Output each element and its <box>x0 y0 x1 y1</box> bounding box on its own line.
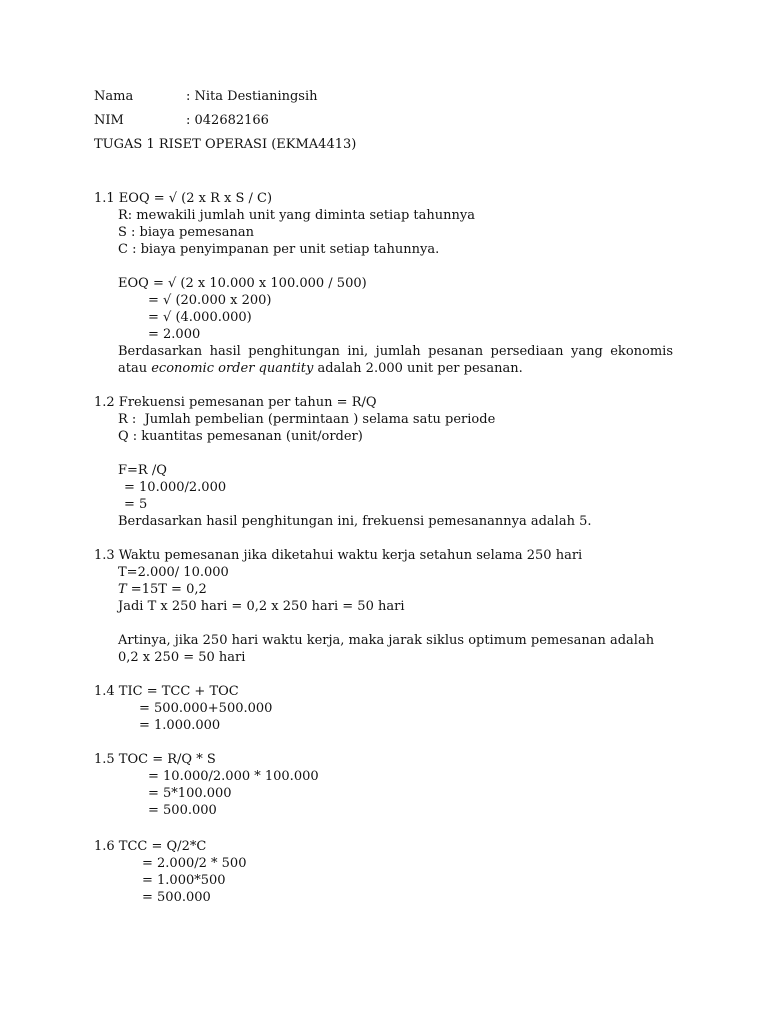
s15-calc3: = 500.000 <box>148 803 217 818</box>
s16-calc3: = 500.000 <box>142 890 211 905</box>
s11-calc1: EOQ = √ (2 x 10.000 x 100.000 / 500) <box>118 276 367 291</box>
s14-calc2: = 1.000.000 <box>139 718 221 733</box>
s11-conclusion-line2: atau economic order quantity adalah 2.000 unit per pesanan. <box>118 361 523 376</box>
s12-calc3: = 5 <box>124 497 148 512</box>
s13-conclusion1: Artinya, jika 250 hari waktu kerja, maka jarak siklus optimum pemesanan adalah <box>118 633 655 648</box>
s11-def-s: S : biaya pemesanan <box>118 225 254 240</box>
s11-calc4: = 2.000 <box>148 327 201 342</box>
s14-formula: 1.4 TIC = TCC + TOC <box>94 684 239 699</box>
s11-def-c: C : biaya penyimpanan per unit setiap tahunnya. <box>118 242 440 257</box>
s13-calc2: T =15T = 0,2 <box>118 582 207 597</box>
s12-formula: 1.2 Frekuensi pemesanan per tahun = R/Q <box>94 395 377 410</box>
s13-heading: 1.3 Waktu pemesanan jika diketahui waktu kerja setahun selama 250 hari <box>94 548 583 563</box>
s13-calc3: Jadi T x 250 hari = 0,2 x 250 hari = 50 hari <box>118 599 405 614</box>
nim-value: : 042682166 <box>186 113 269 128</box>
s15-calc2: = 5*100.000 <box>148 786 232 801</box>
name-label: Nama <box>94 89 134 104</box>
nim-label: NIM <box>94 113 124 128</box>
assignment-title: TUGAS 1 RISET OPERASI (EKMA4413) <box>94 137 357 152</box>
s11-def-r: R: mewakili jumlah unit yang diminta setiap tahunnya <box>118 208 475 223</box>
s12-def-r: R : Jumlah pembelian (permintaan ) selama satu periode <box>118 412 496 427</box>
s13-calc1: T=2.000/ 10.000 <box>118 565 229 580</box>
s12-def-q: Q : kuantitas pemesanan (unit/order) <box>118 429 363 444</box>
s11-conclusion-line1: Berdasarkan hasil penghitungan ini, jumlah pesanan persediaan yang ekonomis <box>118 344 673 359</box>
s16-calc1: = 2.000/2 * 500 <box>142 856 247 871</box>
s11-eoq-term: economic order quantity <box>151 361 314 376</box>
s12-calc1: F=R /Q <box>118 463 167 478</box>
s16-calc2: = 1.000*500 <box>142 873 226 888</box>
s16-formula: 1.6 TCC = Q/2*C <box>94 839 207 854</box>
s11-calc3: = √ (4.000.000) <box>148 310 252 325</box>
s11-calc2: = √ (20.000 x 200) <box>148 293 272 308</box>
name-value: : Nita Destianingsih <box>186 89 318 104</box>
s12-calc2: = 10.000/2.000 <box>124 480 227 495</box>
s11-formula: 1.1 EOQ = √ (2 x R x S / C) <box>94 191 273 206</box>
s15-formula: 1.5 TOC = R/Q * S <box>94 752 216 767</box>
s12-conclusion: Berdasarkan hasil penghitungan ini, frekuensi pemesanannya adalah 5. <box>118 514 592 529</box>
s13-conclusion2: 0,2 x 250 = 50 hari <box>118 650 246 665</box>
s14-calc1: = 500.000+500.000 <box>139 701 273 716</box>
s15-calc1: = 10.000/2.000 * 100.000 <box>148 769 319 784</box>
